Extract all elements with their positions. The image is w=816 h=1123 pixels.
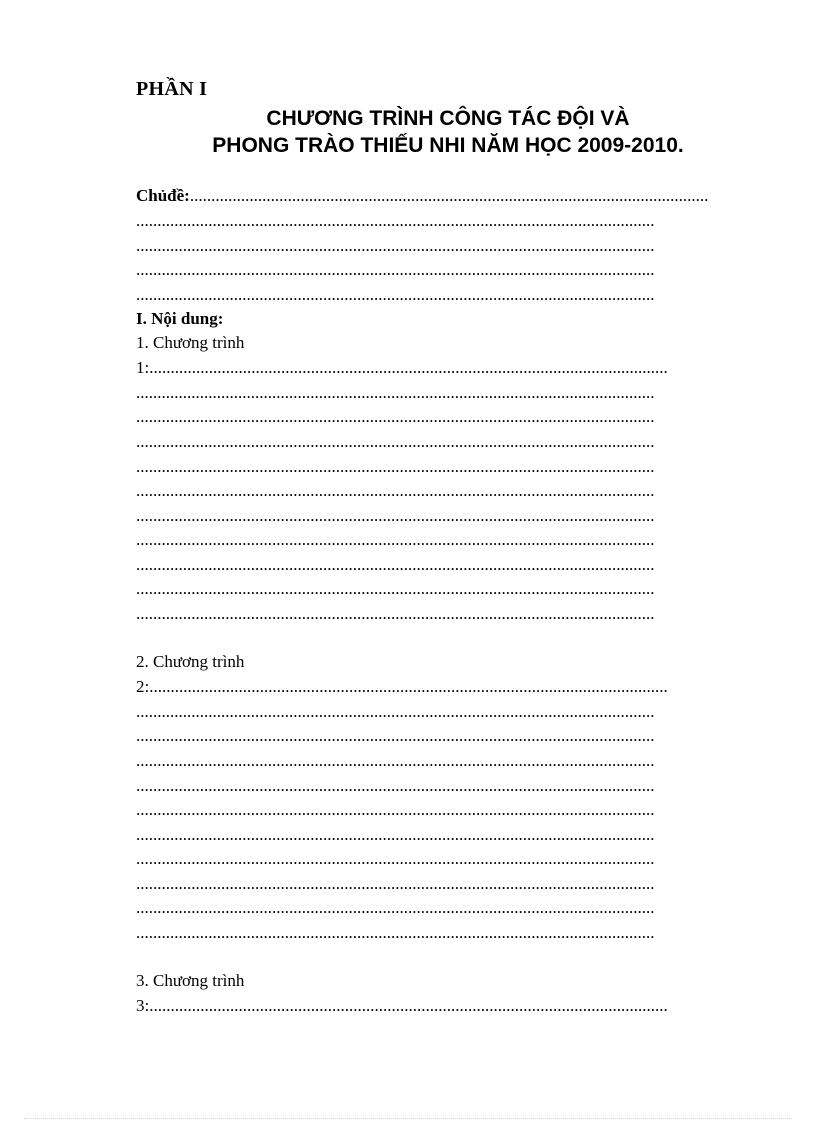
program-1-number-label: 1:	[136, 358, 150, 377]
program-2-line[interactable]: ..........................................................................................................................	[136, 849, 655, 868]
program-3-number-fill: ..........................................................................................................................	[149, 996, 668, 1015]
topic-extra-line[interactable]: ..........................................................................................................................	[136, 285, 655, 304]
program-2-line[interactable]: ..........................................................................................................................	[136, 702, 655, 721]
topic-extra-line[interactable]: ..........................................................................................................................	[136, 260, 655, 279]
document-title-line-1: CHƯƠNG TRÌNH CÔNG TÁC ĐỘI VÀ	[266, 107, 630, 130]
program-2-line[interactable]: ..........................................................................................................................	[136, 776, 655, 795]
program-1-number-fill: ..........................................................................................................................	[149, 358, 668, 377]
program-1-line[interactable]: ..........................................................................................................................	[136, 383, 655, 402]
program-1-line[interactable]: ..........................................................................................................................	[136, 530, 655, 549]
program-2-title: 2. Chương trình	[136, 652, 245, 671]
program-2-line[interactable]: ..........................................................................................................................	[136, 726, 655, 745]
program-2-number-line[interactable]	[136, 675, 668, 699]
topic-fill: ..........................................................................................................................	[189, 186, 709, 205]
document-title-line-2: PHONG TRÀO THIẾU NHI NĂM HỌC 2009-2010.	[212, 134, 684, 157]
program-2-line[interactable]: ..........................................................................................................................	[136, 898, 655, 917]
program-1-line[interactable]: ..........................................................................................................................	[136, 432, 655, 451]
part-heading: PHẦN I	[136, 78, 208, 100]
topic-label: Chủđề:	[136, 186, 190, 205]
program-2-line[interactable]: ..........................................................................................................................	[136, 800, 655, 819]
program-1-line[interactable]: ..........................................................................................................................	[136, 506, 655, 525]
topic-extra-line[interactable]: ..........................................................................................................................	[136, 211, 655, 230]
section-heading-content: I. Nội dung:	[136, 309, 224, 328]
program-1-line[interactable]: ..........................................................................................................................	[136, 604, 655, 623]
program-1-line[interactable]: ..........................................................................................................................	[136, 481, 655, 500]
topic-line[interactable]	[136, 184, 733, 208]
program-1-line[interactable]: ..........................................................................................................................	[136, 579, 655, 598]
program-2-number-fill: ..........................................................................................................................	[149, 677, 668, 696]
program-3-title: 3. Chương trình	[136, 971, 245, 990]
program-1-line[interactable]: ..........................................................................................................................	[136, 555, 655, 574]
program-1-number-line[interactable]	[136, 356, 668, 380]
program-1-title: 1. Chương trình	[136, 333, 245, 352]
program-1-line[interactable]: ..........................................................................................................................	[136, 407, 655, 426]
program-2-line[interactable]: ..........................................................................................................................	[136, 751, 655, 770]
program-2-number-label: 2:	[136, 677, 150, 696]
program-2-line[interactable]: ..........................................................................................................................	[136, 923, 655, 942]
program-2-line[interactable]: ..........................................................................................................................	[136, 825, 655, 844]
program-3-number-label: 3:	[136, 996, 150, 1015]
topic-extra-line[interactable]: ..........................................................................................................................	[136, 236, 655, 255]
program-1-line[interactable]: ..........................................................................................................................	[136, 457, 655, 476]
page-bottom-rule	[24, 1118, 792, 1119]
program-3-number-line[interactable]	[136, 994, 668, 1018]
program-2-line[interactable]: ..........................................................................................................................	[136, 874, 655, 893]
